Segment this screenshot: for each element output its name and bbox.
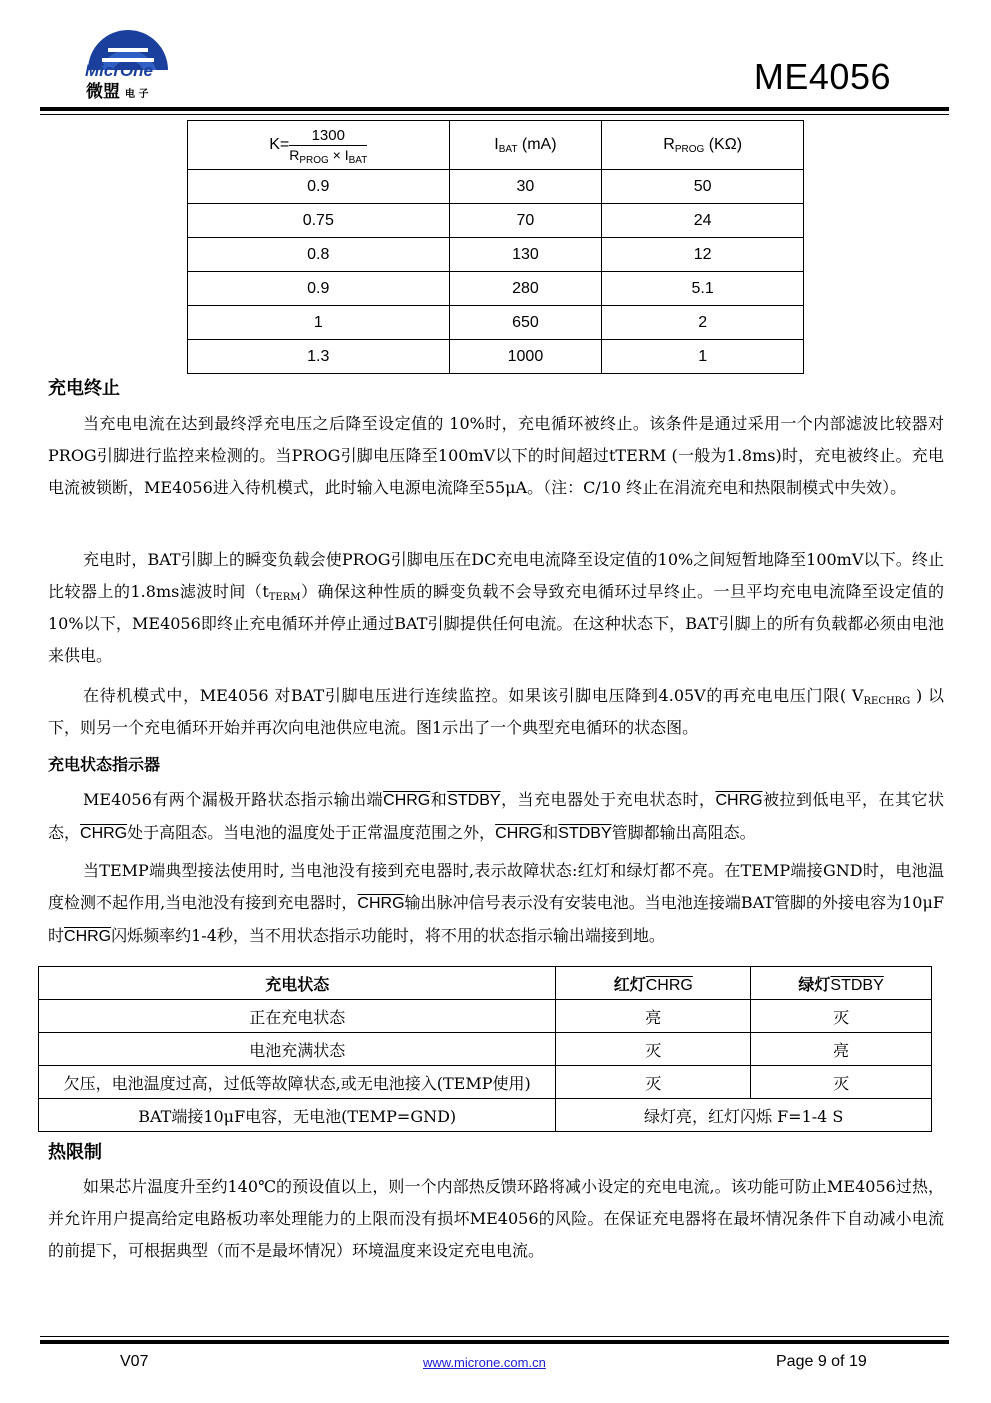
k-den-times: × I — [328, 147, 349, 163]
p3-text-b: ) 以下，则另一个充电循环开始并再次向电池供应电流。图1示出了一个典型充电循环的状态图。 — [48, 686, 944, 737]
table-row — [39, 1033, 932, 1066]
red-led-header-cell — [556, 967, 751, 1000]
chrg-signal: CHRG — [715, 792, 763, 809]
rprog-cell: 24 — [602, 204, 804, 238]
table-row — [188, 170, 804, 204]
termination-paragraph-3 — [48, 680, 944, 744]
footer-version: V07 — [120, 1353, 149, 1370]
logo-text-cn: 微盟 — [86, 82, 120, 102]
k-den-r-sub: PROG — [299, 155, 329, 166]
ibat-cell: 1000 — [449, 340, 602, 374]
header-rule-thin — [40, 114, 949, 115]
p3-text-a: 在待机模式中，ME4056 对BAT引脚电压进行连续监控。如果该引脚电压降到4.05V的再充电电压门限( V — [83, 686, 864, 705]
k-den-r: R — [289, 147, 300, 163]
stdby-signal: STDBY — [447, 792, 501, 809]
k-fraction — [289, 127, 368, 166]
state-header-cell: 充电状态 — [39, 967, 556, 1000]
chrg-signal: CHRG — [64, 928, 112, 945]
table-row — [188, 238, 804, 272]
rprog-header-cell — [602, 121, 804, 170]
table-row — [39, 1000, 932, 1033]
ind2-text-c: 闪烁频率约1-4秒，当不用状态指示功能时，将不用的状态指示输出端接到地。 — [111, 926, 665, 945]
ibat-header-cell — [449, 121, 602, 170]
ind2-text-b: 输出脉冲信号表示没有安装电池。当电池连接端BAT管脚的外接电容为10μF时 — [48, 893, 944, 945]
ind-text-e: 处于高阻态。当电池的温度处于正常温度范围之外， — [127, 823, 496, 842]
chrg-signal: CHRG — [80, 825, 128, 842]
ind2-text-a: 当TEMP端典型接法使用时, 当电池没有接到充电器时,表示故障状态:红灯和绿灯都不亮。在TEMP端接GND时，电池温度检测不起作用,当电池没有接到充电器时， — [48, 861, 944, 912]
ibat-sub: BAT — [498, 144, 518, 155]
state-cell: 欠压，电池温度过高，过低等故障状态,或无电池接入(TEMP使用) — [39, 1066, 556, 1099]
chrg-signal: CHRG — [357, 895, 405, 912]
k-den-i-sub: BAT — [348, 155, 368, 166]
section-title-indicator: 充电状态指示器 — [48, 755, 161, 774]
rprog-sub: PROG — [674, 144, 705, 155]
ibat-main: I — [494, 136, 499, 153]
table-row — [188, 272, 804, 306]
green-led-label: 绿灯 — [798, 974, 831, 994]
k-cell: 0.9 — [188, 170, 450, 204]
table-row — [188, 204, 804, 238]
ibat-cell: 280 — [449, 272, 602, 306]
k-cell: 0.8 — [188, 238, 450, 272]
chrg-signal: CHRG — [645, 976, 693, 994]
termination-paragraph-1: 当充电电流在达到最终浮充电压之后降至设定值的 10%时，充电循环被终止。该条件是通过采用一个内部滤波比较器对PROG引脚进行监控来检测的。当PROG引脚电压降至100mV以下的时间超过tTERM (一般为1.8ms)时，充电被终止。充电电流被锁断，ME4056进入待机模式，此时输入电源电流降至55μA。（注：C/10 终止在涓流充电和热限制模式中失效）。 — [48, 414, 944, 497]
table-header-row — [39, 967, 932, 1000]
charge-state-table — [38, 966, 932, 1132]
footer-rule — [40, 1340, 949, 1344]
ind-text-b: 和 — [430, 790, 448, 809]
header-rule — [40, 107, 949, 111]
doc-title: ME4056 — [753, 56, 891, 97]
ind-text-a: ME4056有两个漏极开路状态指示输出端 — [83, 790, 384, 809]
k-cell: 1 — [188, 306, 450, 340]
ibat-cell: 70 — [449, 204, 602, 238]
section-title-thermal: 热限制 — [48, 1142, 102, 1163]
p2-text-a: 充电时，BAT引脚上的瞬变负载会使PROG引脚电压在DC充电电流降至设定值的10%之间短暂地降至100mV以下。终止比较器上的1.8ms滤波时间（t — [48, 550, 944, 601]
red-led-cell: 亮 — [556, 1000, 751, 1033]
state-cell: 正在充电状态 — [39, 1000, 556, 1033]
p3-sub-rechrg: RECHRG — [863, 696, 911, 707]
table-row — [188, 340, 804, 374]
rprog-cell: 5.1 — [602, 272, 804, 306]
indicator-paragraph-2 — [48, 855, 944, 953]
red-led-label: 红灯 — [613, 974, 646, 994]
rprog-cell: 1 — [602, 340, 804, 374]
footer-page-number: Page 9 of 19 — [776, 1353, 867, 1370]
stdby-signal: STDBY — [558, 825, 612, 842]
green-led-header-cell — [751, 967, 932, 1000]
led-merged-cell: 绿灯亮，红灯闪烁 F=1-4 S — [556, 1099, 932, 1132]
k-numerator: 1300 — [289, 127, 367, 146]
logo-globe-icon — [80, 22, 172, 102]
k-label: K= — [269, 136, 290, 154]
table-header-row — [188, 121, 804, 170]
state-cell: BAT端接10μF电容，无电池(TEMP=GND) — [39, 1099, 556, 1132]
red-led-cell: 灭 — [556, 1033, 751, 1066]
chrg-signal: CHRG — [383, 792, 431, 809]
stdby-signal: STDBY — [830, 976, 884, 994]
k-cell: 1.3 — [188, 340, 450, 374]
k-denominator — [289, 146, 368, 166]
microne-logo — [80, 22, 172, 102]
green-led-cell: 亮 — [751, 1033, 932, 1066]
rprog-cell: 2 — [602, 306, 804, 340]
table-row — [188, 306, 804, 340]
k-factor-table — [187, 120, 804, 374]
green-led-cell: 灭 — [751, 1066, 932, 1099]
indicator-paragraph-1 — [48, 784, 944, 850]
footer-website-link[interactable]: www.microne.com.cn — [423, 1355, 546, 1370]
k-header-cell — [188, 121, 450, 170]
green-led-cell: 灭 — [751, 1000, 932, 1033]
table-row — [39, 1066, 932, 1099]
ibat-cell: 130 — [449, 238, 602, 272]
ind-text-g: 管脚都输出高阻态。 — [611, 823, 756, 842]
thermal-paragraph-1: 如果芯片温度升至约140℃的预设值以上，则一个内部热反馈环路将减小设定的充电电流,。该功能可防止ME4056过热，并允许用户提高给定电路板功率处理能力的上限而没有损坏ME4056的风险。在保证充电器将在最坏情况条件下自动减小电流的前提下，可根据典型（而不是最坏情况）环境温度来设定充电电流。 — [48, 1177, 944, 1260]
ind-text-f: 和 — [542, 823, 559, 842]
rprog-cell: 50 — [602, 170, 804, 204]
rprog-cell: 12 — [602, 238, 804, 272]
state-cell: 电池充满状态 — [39, 1033, 556, 1066]
footer-rule-thin — [40, 1336, 949, 1337]
ibat-cell: 30 — [449, 170, 602, 204]
ibat-cell: 650 — [449, 306, 602, 340]
k-cell: 0.75 — [188, 204, 450, 238]
logo-text-en: MicrOne — [85, 61, 154, 80]
p2-text-b: ）确保这种性质的瞬变负载不会导致充电循环过早终止。一旦平均充电电流降至设定值的10%以下，ME4056即终止充电循环并停止通过BAT引脚提供任何电流。在这种状态下，BAT引脚上的所有负载都必须由电池来供电。 — [48, 582, 944, 665]
termination-paragraph-2 — [48, 544, 944, 672]
chrg-signal: CHRG — [495, 825, 543, 842]
ind-text-c: ，当充电器处于充电状态时， — [500, 790, 716, 809]
table-row — [39, 1099, 932, 1132]
k-cell: 0.9 — [188, 272, 450, 306]
ind-text-d: 被拉到低电平，在其它状态， — [48, 790, 944, 842]
ibat-unit: (mA) — [517, 136, 557, 153]
red-led-cell: 灭 — [556, 1066, 751, 1099]
rprog-main: R — [663, 136, 675, 153]
p2-sub-term: TERM — [268, 592, 301, 603]
section-title-termination: 充电终止 — [48, 378, 120, 399]
rprog-unit: (KΩ) — [704, 136, 743, 153]
logo-text-cn-small: 电 子 — [125, 89, 149, 100]
